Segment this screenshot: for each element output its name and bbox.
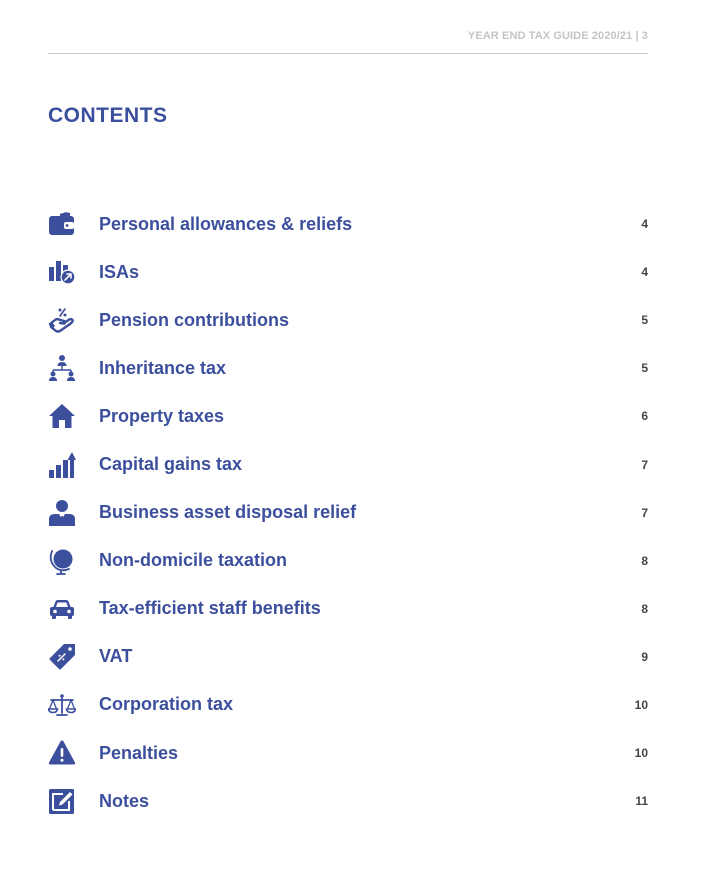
family-tree-icon <box>48 354 76 382</box>
toc-entry-label: Non-domicile taxation <box>99 550 288 571</box>
toc-entry-pension-contributions[interactable] <box>48 296 648 344</box>
businessman-icon <box>48 499 76 527</box>
toc-entry-tax-efficient-staff-benefits[interactable] <box>48 585 648 633</box>
scales-icon <box>48 691 76 719</box>
toc-entry-label: Pension contributions <box>99 309 290 330</box>
toc-entry-page-number: 8 <box>641 553 648 568</box>
toc-entry-label: Personal allowances & reliefs <box>99 213 353 234</box>
toc-entry-page-number: 7 <box>641 505 648 520</box>
toc-entry-page-number: 10 <box>634 697 648 712</box>
toc-entry-label: VAT <box>99 646 133 667</box>
toc-entry-page-number: 5 <box>641 361 648 376</box>
toc-entry-label: Capital gains tax <box>99 454 243 475</box>
table-of-contents <box>48 200 648 825</box>
car-icon <box>48 595 76 623</box>
wallet-icon <box>48 210 76 238</box>
toc-entry-label: Inheritance tax <box>99 357 227 378</box>
toc-entry-page-number: 9 <box>641 649 648 664</box>
toc-entry-non-domicile-taxation[interactable] <box>48 537 648 585</box>
toc-entry-page-number: 4 <box>641 265 648 280</box>
globe-icon <box>48 547 76 575</box>
toc-entry-business-asset-disposal-relief[interactable] <box>48 489 648 537</box>
toc-entry-page-number: 11 <box>635 794 648 809</box>
toc-entry-personal-allowances[interactable] <box>48 200 648 248</box>
toc-entry-corporation-tax[interactable] <box>48 681 648 729</box>
edit-note-icon <box>48 787 76 815</box>
warning-triangle-icon <box>48 739 76 767</box>
bar-chart-up-icon <box>48 451 76 479</box>
toc-entry-label: Property taxes <box>99 405 225 426</box>
toc-entry-capital-gains-tax[interactable] <box>48 440 648 488</box>
toc-entry-label: Notes <box>99 790 150 811</box>
toc-entry-page-number: 10 <box>634 746 648 761</box>
toc-entry-inheritance-tax[interactable] <box>48 344 648 392</box>
price-tag-icon <box>48 643 76 671</box>
toc-entry-page-number: 8 <box>641 601 648 616</box>
savings-growth-icon <box>48 258 76 286</box>
hand-percent-icon <box>48 306 76 334</box>
toc-entry-label: Penalties <box>99 742 179 763</box>
toc-entry-label: Tax-efficient staff benefits <box>99 598 321 619</box>
toc-entry-property-taxes[interactable] <box>48 392 648 440</box>
toc-entry-vat[interactable] <box>48 633 648 681</box>
house-icon <box>48 402 76 430</box>
toc-entry-label: Business asset disposal relief <box>99 502 357 523</box>
toc-entry-label: ISAs <box>99 261 140 282</box>
toc-entry-isas[interactable] <box>48 248 648 296</box>
toc-entry-page-number: 6 <box>641 409 648 424</box>
toc-entry-penalties[interactable] <box>48 729 648 777</box>
toc-entry-page-number: 5 <box>641 313 648 328</box>
running-header-text: YEAR END TAX GUIDE 2020/21 | 3 <box>467 30 648 42</box>
toc-entry-page-number: 4 <box>641 217 648 232</box>
toc-entry-page-number: 7 <box>641 457 648 472</box>
toc-entry-notes[interactable] <box>48 777 648 825</box>
toc-entry-label: Corporation tax <box>99 694 234 715</box>
running-header <box>48 26 648 54</box>
page-title: CONTENTS <box>48 104 168 127</box>
